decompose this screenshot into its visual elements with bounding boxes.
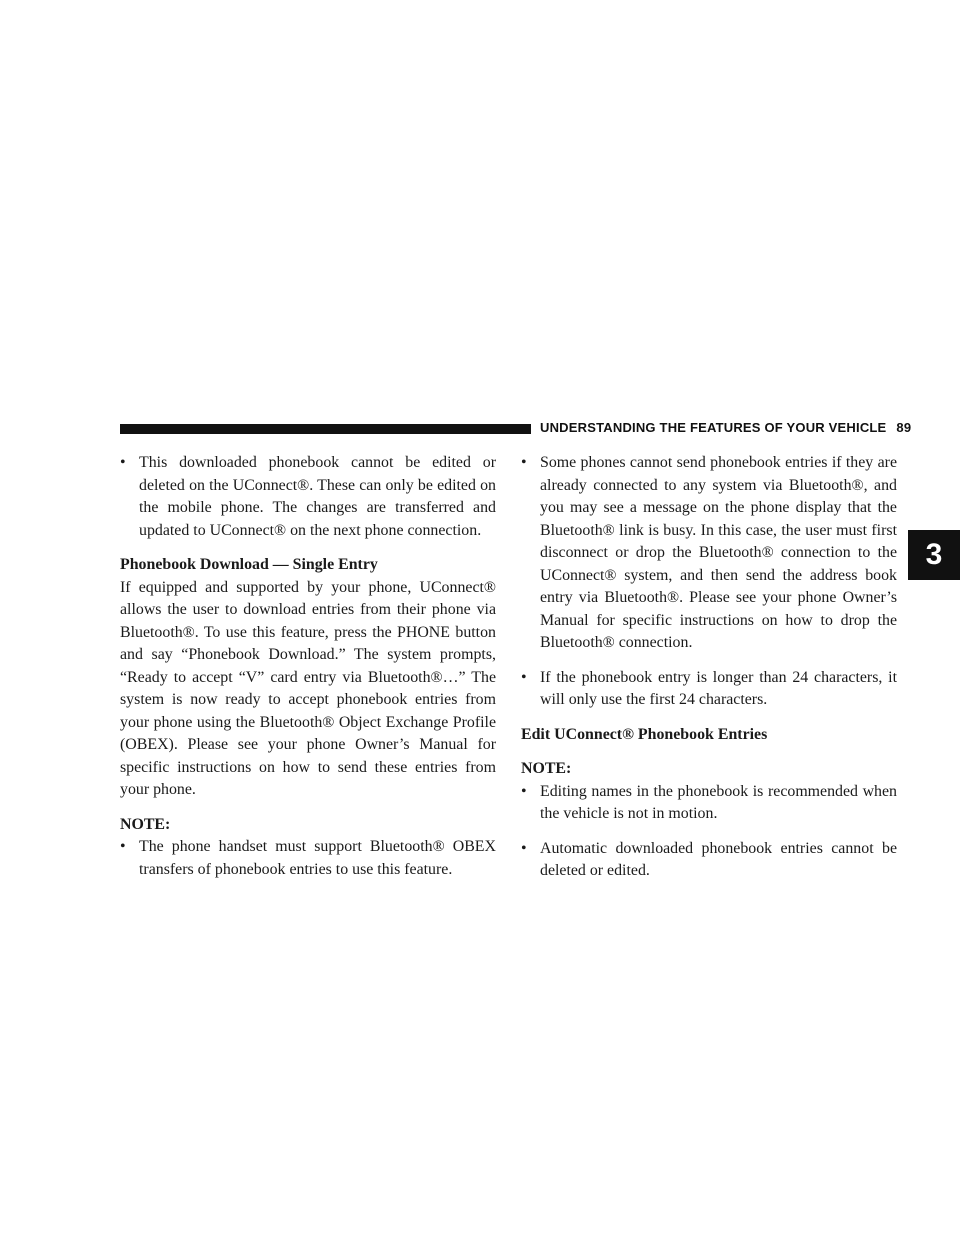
list-item xyxy=(120,836,496,881)
note-label: NOTE: xyxy=(521,760,572,777)
header-title: UNDERSTANDING THE FEATURES OF YOUR VEHICLE xyxy=(540,420,887,435)
bullet-glyph: • xyxy=(521,668,527,686)
bullet-text: This downloaded phonebook cannot be edited or deleted on the UConnect®. These can only be edited on the mobile phone. The changes are transferred and updated to UConnect® on the next phone connection. xyxy=(139,454,496,539)
bullet-glyph: • xyxy=(521,782,527,800)
bullet-text: Editing names in the phonebook is recommended when the vehicle is not in motion. xyxy=(540,782,897,822)
bullet-glyph: • xyxy=(120,454,126,471)
bullet-text: Automatic downloaded phonebook entries cannot be deleted or edited. xyxy=(540,839,897,879)
bullet-glyph: • xyxy=(521,454,527,471)
bullet-text: If the phonebook entry is longer than 24 characters, it will only use the first 24 characters. xyxy=(540,668,897,708)
list-item xyxy=(120,452,496,542)
bullet-text: Some phones cannot send phonebook entries if they are already connected to any system via Bluetooth®, and you may see a message on the phone display that the Bluetooth® link is busy. In this case, the user must first disconnect or drop the Bluetooth® connection to the UConnect® system, and then send the address book entry via Bluetooth®. Please see your phone Owner’s Manual for specific instructions on how to drop the Bluetooth® connection. xyxy=(540,454,897,651)
list-item xyxy=(521,452,897,655)
list-item xyxy=(521,667,897,712)
page-number: 89 xyxy=(896,420,912,435)
header-rule xyxy=(120,424,531,434)
bullet-glyph: • xyxy=(120,838,126,855)
section-heading: Edit UConnect® Phonebook Entries xyxy=(521,725,768,743)
bullet-text: The phone handset must support Bluetooth® OBEX transfers of phonebook entries to use this feature. xyxy=(139,838,496,878)
left-column xyxy=(120,452,496,893)
right-column xyxy=(521,452,897,895)
note-label: NOTE: xyxy=(120,815,171,833)
list-item xyxy=(521,781,897,826)
running-header xyxy=(540,420,911,435)
list-item xyxy=(521,838,897,883)
bullet-glyph: • xyxy=(521,839,527,857)
body-paragraph: If equipped and supported by your phone, UConnect® allows the user to download entries from their phone via Bluetooth®. To use this feature, press the PHONE button and say “Phonebook Download.” The system prompts, “Ready to accept “V” card entry via Bluetooth®…” The system is now ready to accept phonebook entries from your phone using the Bluetooth® Object Exchange Profile (OBEX). Please see your phone Owner’s Manual for specific instructions on how to send these entries from your phone. xyxy=(120,578,496,798)
section-heading: Phonebook Download — Single Entry xyxy=(120,556,378,573)
chapter-tab: 3 xyxy=(908,530,960,580)
